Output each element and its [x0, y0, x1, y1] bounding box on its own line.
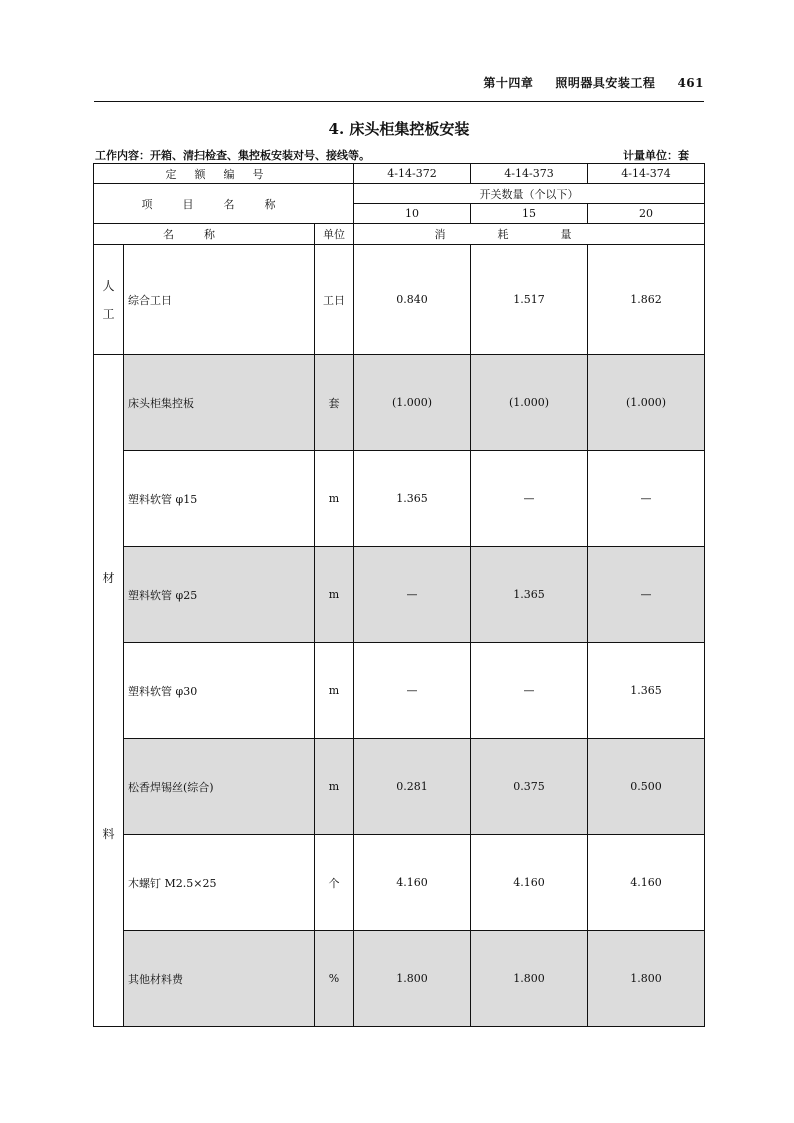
column-header-row [94, 224, 705, 245]
table-row [94, 451, 705, 547]
item-value: — [471, 451, 588, 547]
quota-code-3: 4-14-374 [588, 164, 705, 184]
item-value: 1.800 [354, 931, 471, 1027]
chapter-title: 照明器具安装工程 [555, 76, 656, 90]
table-row [94, 355, 705, 451]
item-name: 塑料软管 φ15 [124, 451, 315, 547]
item-name-label [94, 184, 354, 224]
item-value: 1.800 [588, 931, 705, 1027]
quota-code-2: 4-14-373 [471, 164, 588, 184]
running-header [94, 74, 704, 91]
col-consumption-header [354, 224, 705, 245]
param-label: 开关数量（个以下） [354, 184, 705, 204]
page-number: 461 [677, 76, 704, 90]
item-value: 1.800 [471, 931, 588, 1027]
material-category-char-2: 料 [102, 827, 115, 841]
item-value: 1.365 [471, 547, 588, 643]
item-value: — [354, 547, 471, 643]
quota-code-1: 4-14-372 [354, 164, 471, 184]
quota-no-label [94, 164, 354, 184]
item-name: 木螺钉 M2.5×25 [124, 835, 315, 931]
item-value: — [354, 643, 471, 739]
labor-category [94, 245, 124, 355]
item-unit: 个 [315, 835, 354, 931]
unit-of-measure: 计量单位：套 [623, 149, 689, 162]
item-value: 4.160 [471, 835, 588, 931]
table-row [94, 547, 705, 643]
quota-code-row [94, 164, 705, 184]
item-value: — [471, 643, 588, 739]
item-unit: m [315, 739, 354, 835]
work-content: 工作内容：开箱、清扫检查、集控板安装对号、接线等。 [95, 149, 370, 162]
item-unit: % [315, 931, 354, 1027]
item-name: 松香焊锡丝(综合) [124, 739, 315, 835]
material-category [94, 355, 124, 1027]
item-value: 0.500 [588, 739, 705, 835]
item-name: 塑料软管 φ30 [124, 643, 315, 739]
item-value: 1.517 [471, 245, 588, 355]
item-value: 1.862 [588, 245, 705, 355]
header-rule [94, 101, 704, 102]
item-value: 1.365 [354, 451, 471, 547]
item-value: (1.000) [354, 355, 471, 451]
item-value: (1.000) [471, 355, 588, 451]
item-value: 4.160 [354, 835, 471, 931]
item-value: 0.281 [354, 739, 471, 835]
table-row [94, 931, 705, 1027]
item-unit: m [315, 547, 354, 643]
item-value: 0.375 [471, 739, 588, 835]
item-name: 其他材料费 [124, 931, 315, 1027]
item-unit: m [315, 451, 354, 547]
item-unit: m [315, 643, 354, 739]
param-value-3: 20 [588, 204, 705, 224]
labor-category-char-2: 工 [102, 306, 115, 321]
quota-table [93, 163, 705, 1027]
item-value: 1.365 [588, 643, 705, 739]
item-value: (1.000) [588, 355, 705, 451]
item-unit: 工日 [315, 245, 354, 355]
labor-category-char-1: 人 [102, 278, 115, 293]
col-name-header [94, 224, 315, 245]
work-content-row [95, 147, 689, 163]
section-title: 4. 床头柜集控板安装 [328, 120, 470, 138]
col-name-text: 名称 [163, 228, 245, 241]
item-value: — [588, 451, 705, 547]
col-consumption-text: 消耗量 [434, 228, 624, 241]
item-name: 综合工日 [124, 245, 315, 355]
item-value: — [588, 547, 705, 643]
item-value: 0.840 [354, 245, 471, 355]
param-value-1: 10 [354, 204, 471, 224]
table-row [94, 245, 705, 355]
item-unit: 套 [315, 355, 354, 451]
material-category-inner [94, 355, 123, 1026]
col-unit-header: 单位 [315, 224, 354, 245]
chapter-number: 第十四章 [483, 76, 534, 90]
item-value: 4.160 [588, 835, 705, 931]
item-name-label-text: 项目名称 [141, 197, 306, 211]
quota-no-label-text: 定额编号 [165, 167, 282, 181]
item-name: 塑料软管 φ25 [124, 547, 315, 643]
table-row [94, 739, 705, 835]
param-label-row [94, 184, 705, 204]
param-value-2: 15 [471, 204, 588, 224]
table-row [94, 643, 705, 739]
table-row [94, 835, 705, 931]
material-category-char-1: 材 [102, 571, 115, 585]
item-name: 床头柜集控板 [124, 355, 315, 451]
